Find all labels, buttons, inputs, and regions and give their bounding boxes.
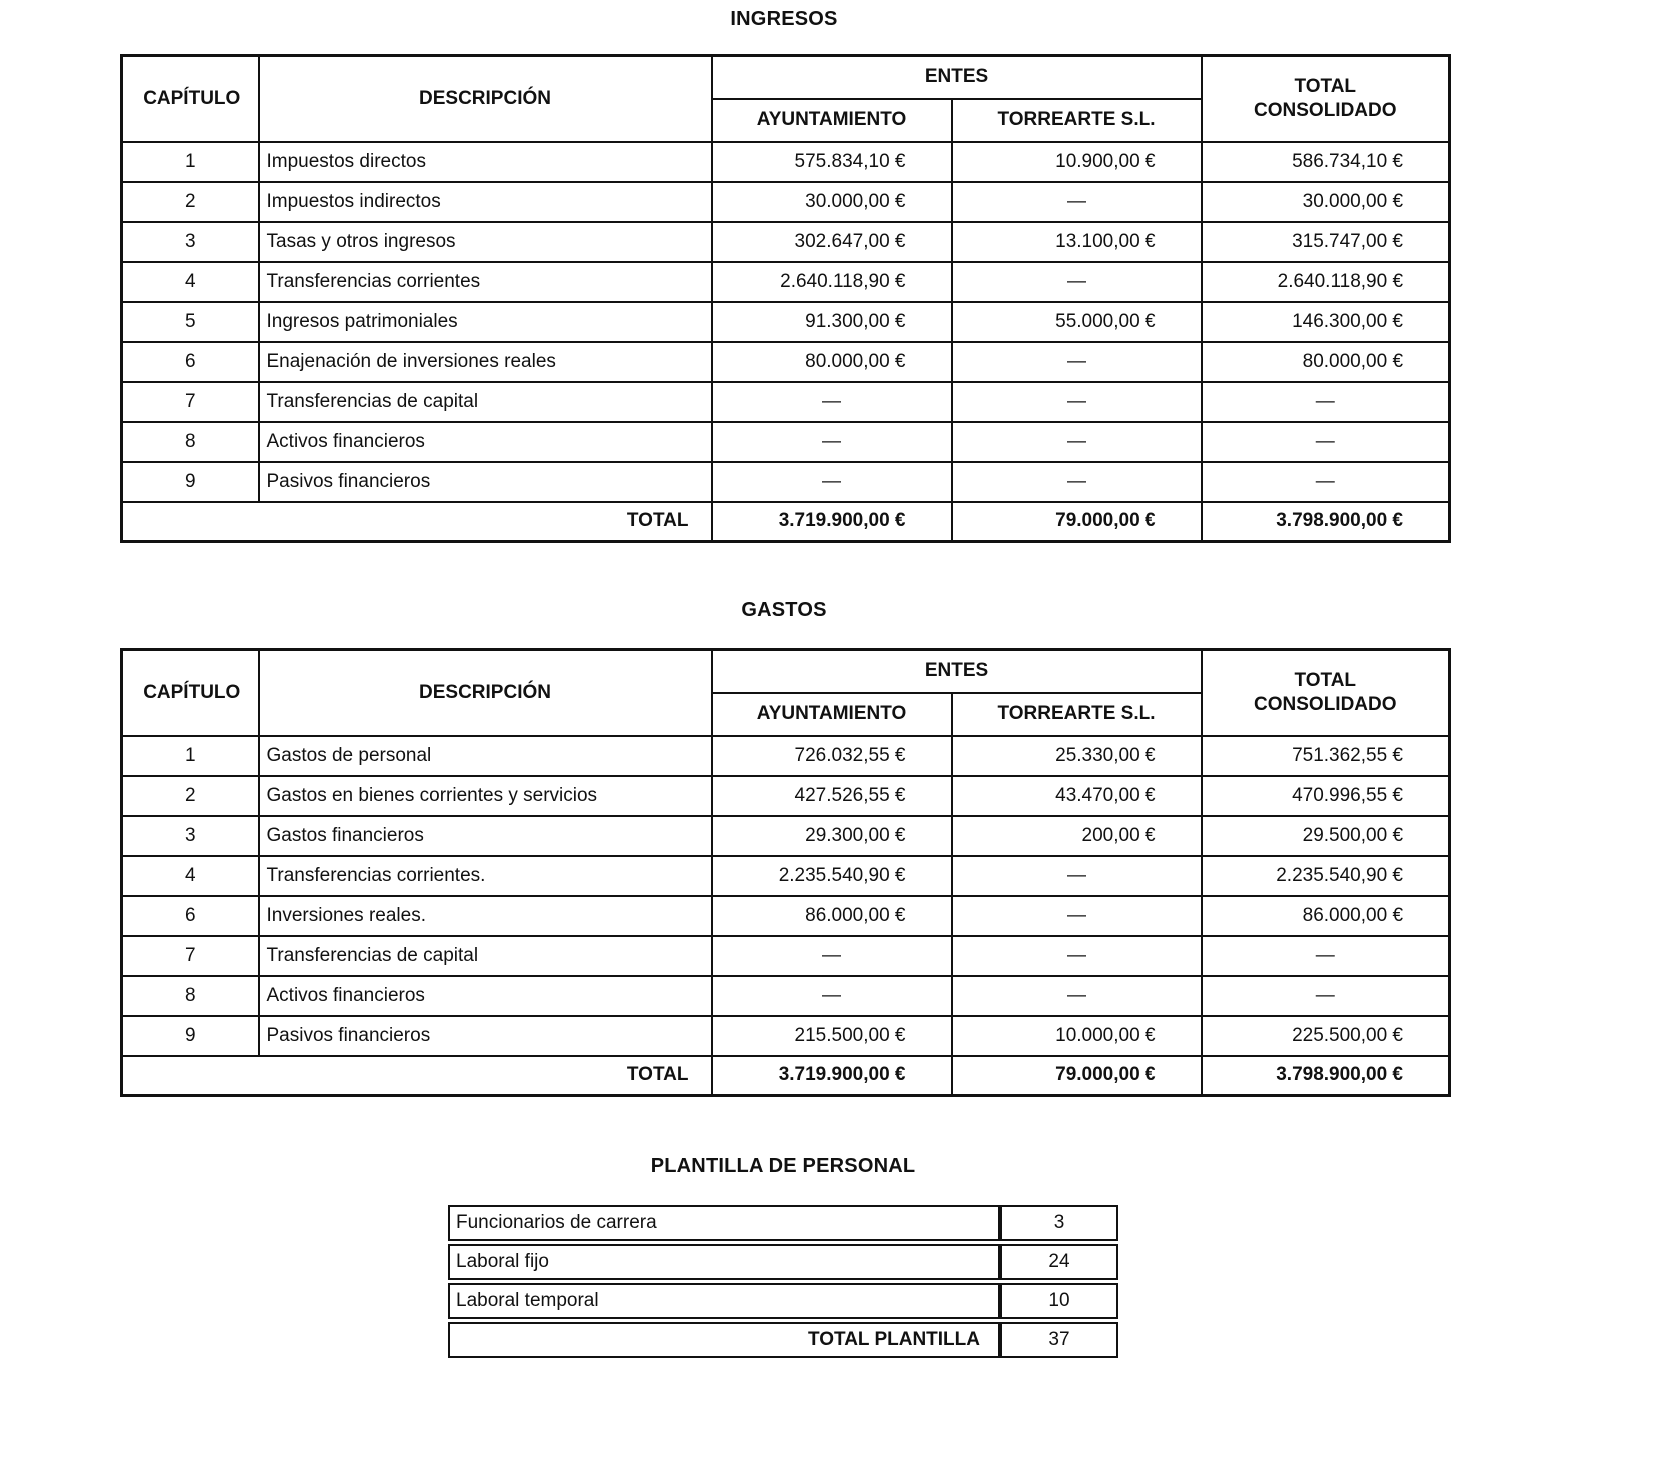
plantilla-total-value: 37 <box>1000 1322 1118 1358</box>
capitulo-cell: 1 <box>122 736 259 776</box>
total-amount-cell: — <box>1202 382 1450 422</box>
total-amount-cell: 29.500,00 € <box>1202 816 1450 856</box>
ayuntamiento-amount-cell: 30.000,00 € <box>712 182 952 222</box>
descripcion-cell: Gastos de personal <box>259 736 712 776</box>
header-row-entes <box>122 650 1450 693</box>
total-amount-cell: 225.500,00 € <box>1202 1016 1450 1056</box>
table-row <box>122 816 1450 856</box>
ayuntamiento-amount-cell: 91.300,00 € <box>712 302 952 342</box>
torrearte-amount-cell: 55.000,00 € <box>952 302 1202 342</box>
total-amount-cell: 86.000,00 € <box>1202 896 1450 936</box>
header-capitulo: CAPÍTULO <box>122 56 259 142</box>
table-row <box>122 976 1450 1016</box>
torrearte-amount-cell: — <box>952 462 1202 502</box>
total-amount-cell: 751.362,55 € <box>1202 736 1450 776</box>
ingresos-table <box>120 54 1451 543</box>
total-ayuntamiento-cell: 3.719.900,00 € <box>712 502 952 542</box>
torrearte-amount-cell: — <box>952 262 1202 302</box>
ayuntamiento-amount-cell: — <box>712 976 952 1016</box>
capitulo-cell: 2 <box>122 776 259 816</box>
total-label: TOTAL <box>122 1056 712 1096</box>
header-ayuntamiento: AYUNTAMIENTO <box>712 693 952 736</box>
total-amount-cell: 470.996,55 € <box>1202 776 1450 816</box>
capitulo-cell: 9 <box>122 462 259 502</box>
ayuntamiento-amount-cell: 2.640.118,90 € <box>712 262 952 302</box>
plantilla-label-cell: Laboral temporal <box>448 1283 1000 1319</box>
plantilla-section <box>448 1155 1118 1361</box>
total-amount-cell: — <box>1202 422 1450 462</box>
ayuntamiento-amount-cell: 86.000,00 € <box>712 896 952 936</box>
table-row <box>122 776 1450 816</box>
total-amount-cell: 2.235.540,90 € <box>1202 856 1450 896</box>
header-descripcion: DESCRIPCIÓN <box>259 650 712 736</box>
torrearte-amount-cell: 10.000,00 € <box>952 1016 1202 1056</box>
capitulo-cell: 4 <box>122 856 259 896</box>
torrearte-amount-cell: 13.100,00 € <box>952 222 1202 262</box>
plantilla-table <box>448 1202 1118 1361</box>
capitulo-cell: 4 <box>122 262 259 302</box>
ayuntamiento-amount-cell: 575.834,10 € <box>712 142 952 182</box>
plantilla-value-cell: 3 <box>1000 1205 1118 1241</box>
torrearte-amount-cell: — <box>952 342 1202 382</box>
table-row <box>122 342 1450 382</box>
total-torrearte-cell: 79.000,00 € <box>952 1056 1202 1096</box>
plantilla-row <box>448 1283 1118 1319</box>
header-total-consolidado-label: TOTAL CONSOLIDADO <box>1254 670 1397 715</box>
total-consolidado-cell: 3.798.900,00 € <box>1202 502 1450 542</box>
total-amount-cell: 586.734,10 € <box>1202 142 1450 182</box>
ayuntamiento-amount-cell: 29.300,00 € <box>712 816 952 856</box>
capitulo-cell: 7 <box>122 382 259 422</box>
total-row <box>122 1056 1450 1096</box>
descripcion-cell: Pasivos financieros <box>259 1016 712 1056</box>
torrearte-amount-cell: — <box>952 382 1202 422</box>
descripcion-cell: Transferencias corrientes <box>259 262 712 302</box>
descripcion-cell: Enajenación de inversiones reales <box>259 342 712 382</box>
total-amount-cell: 80.000,00 € <box>1202 342 1450 382</box>
ingresos-section <box>120 0 1448 543</box>
table-row <box>122 896 1450 936</box>
table-row <box>122 262 1450 302</box>
total-torrearte-cell: 79.000,00 € <box>952 502 1202 542</box>
gastos-table <box>120 648 1451 1097</box>
plantilla-row <box>448 1244 1118 1280</box>
capitulo-cell: 6 <box>122 342 259 382</box>
capitulo-cell: 1 <box>122 142 259 182</box>
total-amount-cell: 2.640.118,90 € <box>1202 262 1450 302</box>
torrearte-amount-cell: — <box>952 856 1202 896</box>
plantilla-label-cell: Funcionarios de carrera <box>448 1205 1000 1241</box>
total-amount-cell: — <box>1202 976 1450 1016</box>
descripcion-cell: Impuestos directos <box>259 142 712 182</box>
capitulo-cell: 2 <box>122 182 259 222</box>
ayuntamiento-amount-cell: — <box>712 936 952 976</box>
total-consolidado-cell: 3.798.900,00 € <box>1202 1056 1450 1096</box>
ayuntamiento-amount-cell: 215.500,00 € <box>712 1016 952 1056</box>
capitulo-cell: 3 <box>122 222 259 262</box>
header-capitulo: CAPÍTULO <box>122 650 259 736</box>
ayuntamiento-amount-cell: — <box>712 462 952 502</box>
table-row <box>122 462 1450 502</box>
table-row <box>122 1016 1450 1056</box>
table-row <box>122 422 1450 462</box>
table-row <box>122 736 1450 776</box>
total-amount-cell: 146.300,00 € <box>1202 302 1450 342</box>
header-descripcion: DESCRIPCIÓN <box>259 56 712 142</box>
plantilla-value-cell: 10 <box>1000 1283 1118 1319</box>
torrearte-amount-cell: 10.900,00 € <box>952 142 1202 182</box>
torrearte-amount-cell: — <box>952 976 1202 1016</box>
descripcion-cell: Transferencias corrientes. <box>259 856 712 896</box>
capitulo-cell: 5 <box>122 302 259 342</box>
torrearte-amount-cell: 25.330,00 € <box>952 736 1202 776</box>
torrearte-amount-cell: 43.470,00 € <box>952 776 1202 816</box>
ayuntamiento-amount-cell: 726.032,55 € <box>712 736 952 776</box>
plantilla-label-cell: Laboral fijo <box>448 1244 1000 1280</box>
ayuntamiento-amount-cell: 302.647,00 € <box>712 222 952 262</box>
descripcion-cell: Gastos financieros <box>259 816 712 856</box>
ayuntamiento-amount-cell: 2.235.540,90 € <box>712 856 952 896</box>
torrearte-amount-cell: — <box>952 936 1202 976</box>
torrearte-amount-cell: 200,00 € <box>952 816 1202 856</box>
capitulo-cell: 8 <box>122 976 259 1016</box>
table-row <box>122 182 1450 222</box>
table-row <box>122 302 1450 342</box>
descripcion-cell: Impuestos indirectos <box>259 182 712 222</box>
total-amount-cell: — <box>1202 936 1450 976</box>
table-row <box>122 936 1450 976</box>
total-ayuntamiento-cell: 3.719.900,00 € <box>712 1056 952 1096</box>
header-total-consolidado <box>1202 56 1450 142</box>
table-row <box>122 382 1450 422</box>
ayuntamiento-amount-cell: — <box>712 382 952 422</box>
torrearte-amount-cell: — <box>952 182 1202 222</box>
header-ayuntamiento: AYUNTAMIENTO <box>712 99 952 142</box>
ayuntamiento-amount-cell: — <box>712 422 952 462</box>
gastos-section <box>120 599 1448 1097</box>
torrearte-amount-cell: — <box>952 422 1202 462</box>
plantilla-row <box>448 1205 1118 1241</box>
torrearte-amount-cell: — <box>952 896 1202 936</box>
header-row-entes <box>122 56 1450 99</box>
total-amount-cell: — <box>1202 462 1450 502</box>
table-row <box>122 222 1450 262</box>
descripcion-cell: Inversiones reales. <box>259 896 712 936</box>
capitulo-cell: 3 <box>122 816 259 856</box>
descripcion-cell: Tasas y otros ingresos <box>259 222 712 262</box>
descripcion-cell: Gastos en bienes corrientes y servicios <box>259 776 712 816</box>
header-torrearte: TORREARTE S.L. <box>952 693 1202 736</box>
table-row <box>122 142 1450 182</box>
descripcion-cell: Ingresos patrimoniales <box>259 302 712 342</box>
total-amount-cell: 315.747,00 € <box>1202 222 1450 262</box>
ayuntamiento-amount-cell: 80.000,00 € <box>712 342 952 382</box>
header-entes: ENTES <box>712 56 1202 99</box>
capitulo-cell: 6 <box>122 896 259 936</box>
descripcion-cell: Activos financieros <box>259 422 712 462</box>
plantilla-total-row <box>448 1322 1118 1358</box>
capitulo-cell: 8 <box>122 422 259 462</box>
descripcion-cell: Transferencias de capital <box>259 382 712 422</box>
descripcion-cell: Transferencias de capital <box>259 936 712 976</box>
plantilla-title: PLANTILLA DE PERSONAL <box>650 1155 916 1177</box>
capitulo-cell: 9 <box>122 1016 259 1056</box>
gastos-title: GASTOS <box>741 599 827 621</box>
ingresos-title: INGRESOS <box>730 8 838 30</box>
header-entes: ENTES <box>712 650 1202 693</box>
header-total-consolidado <box>1202 650 1450 736</box>
total-row <box>122 502 1450 542</box>
capitulo-cell: 7 <box>122 936 259 976</box>
descripcion-cell: Pasivos financieros <box>259 462 712 502</box>
plantilla-value-cell: 24 <box>1000 1244 1118 1280</box>
ayuntamiento-amount-cell: 427.526,55 € <box>712 776 952 816</box>
header-torrearte: TORREARTE S.L. <box>952 99 1202 142</box>
table-row <box>122 856 1450 896</box>
descripcion-cell: Activos financieros <box>259 976 712 1016</box>
total-amount-cell: 30.000,00 € <box>1202 182 1450 222</box>
header-total-consolidado-label: TOTAL CONSOLIDADO <box>1254 76 1397 121</box>
total-label: TOTAL <box>122 502 712 542</box>
plantilla-total-label: TOTAL PLANTILLA <box>448 1322 1000 1358</box>
